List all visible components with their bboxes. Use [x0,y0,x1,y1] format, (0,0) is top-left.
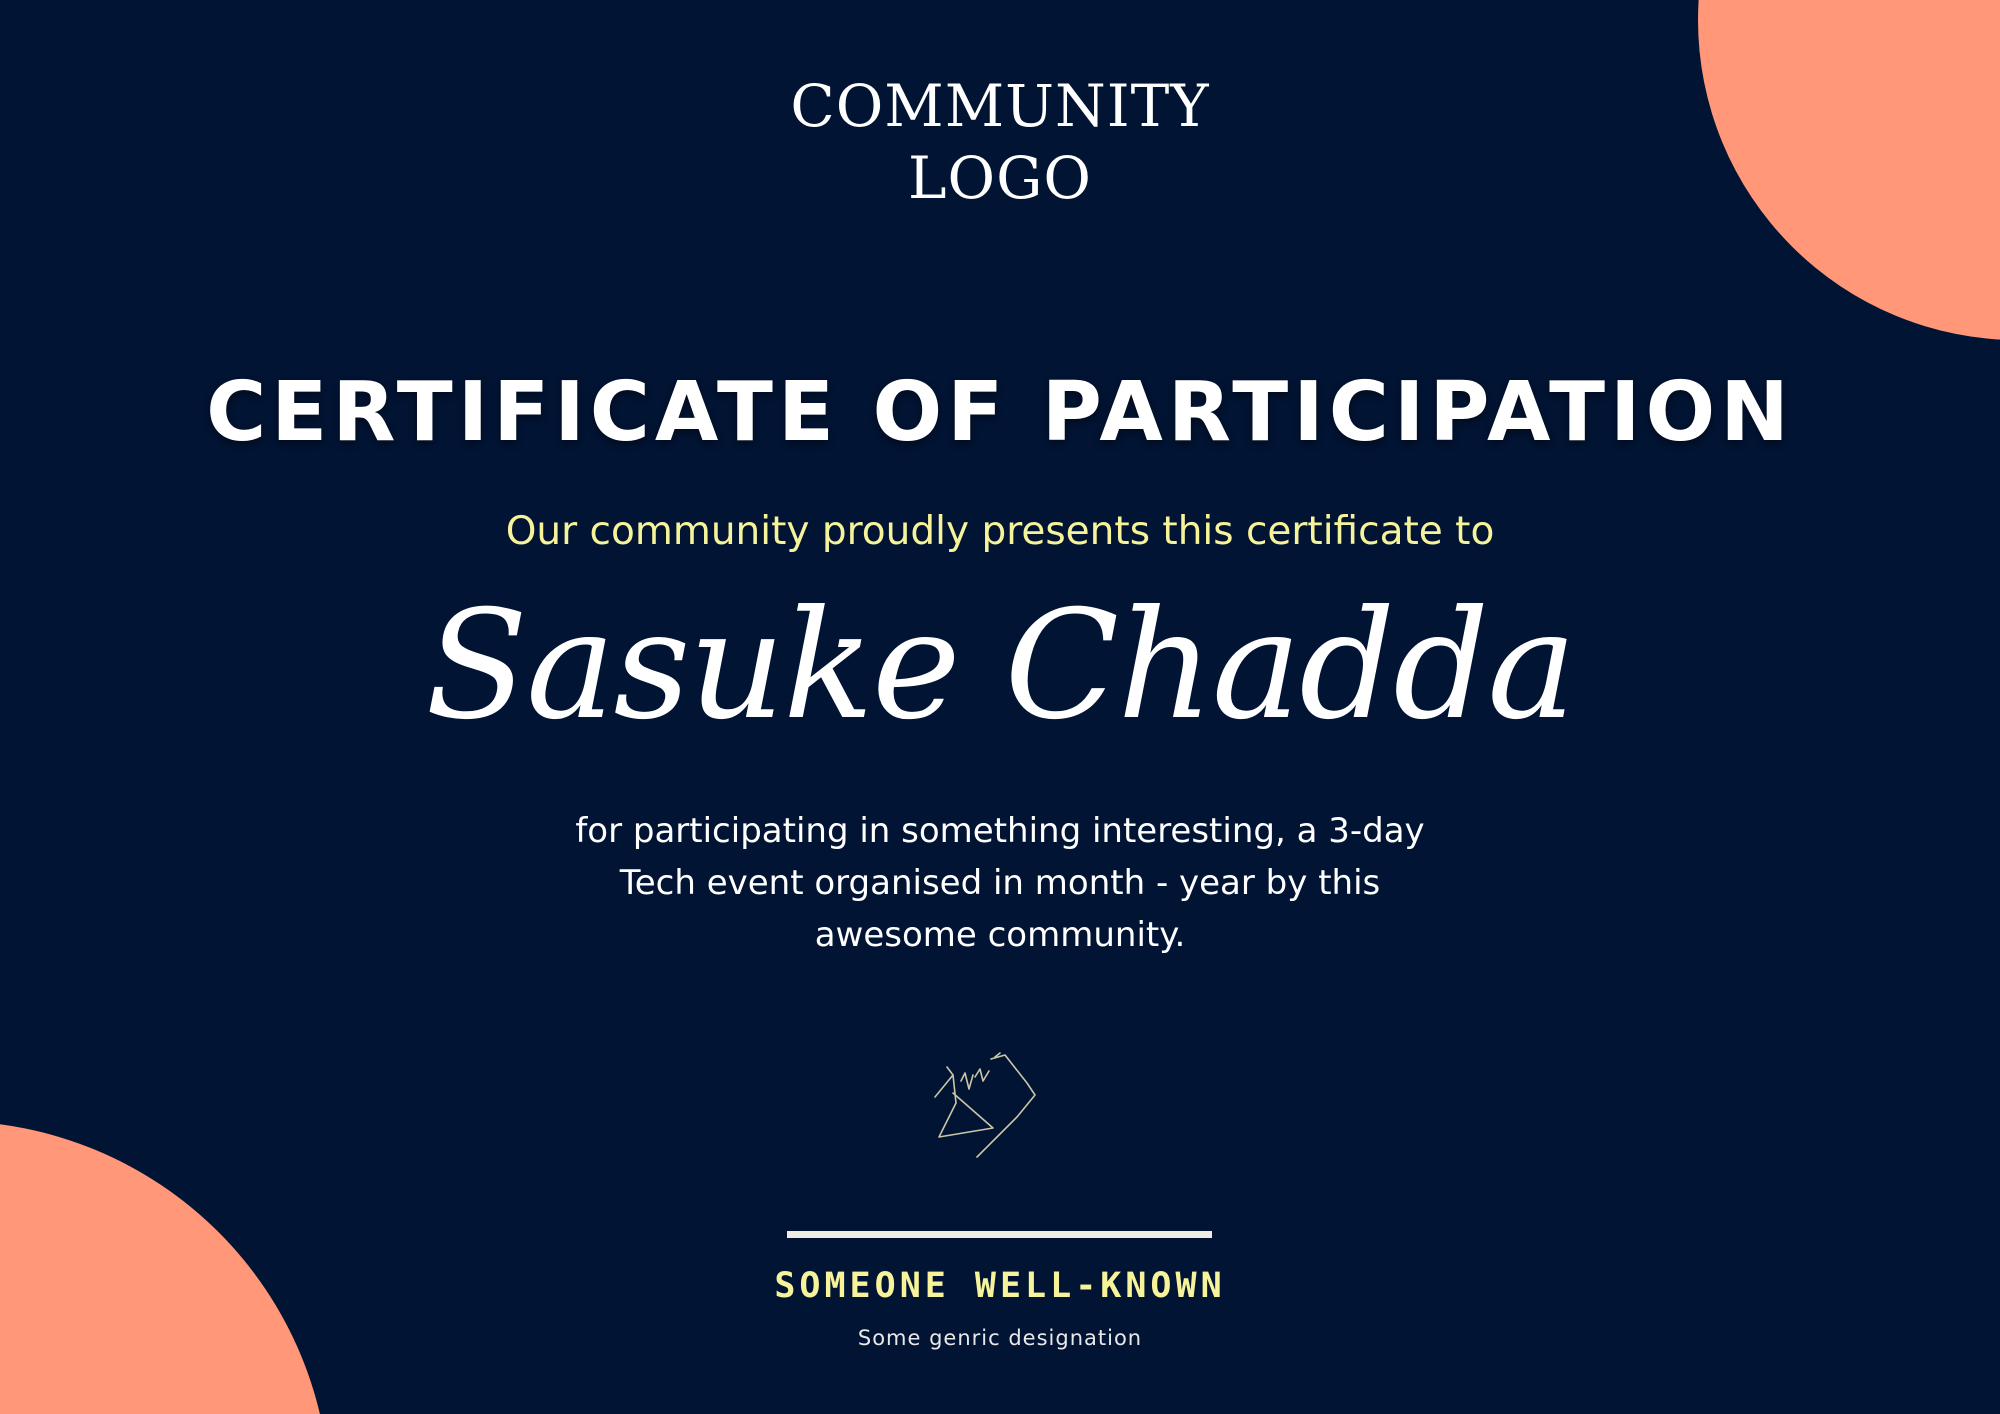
description-line: Tech event organised in month - year by this [619,863,1381,903]
signature-scribble [925,1045,1085,1195]
certificate-title: CERTIFICATE OF PARTICIPATION [206,365,1794,460]
signatory-name: SOMEONE WELL-KNOWN [774,1266,1226,1306]
signature-line [787,1231,1212,1238]
community-logo-line2: LOGO [908,144,1092,212]
participation-description [500,805,1500,961]
description-line: for participating in something interesting, a 3-day [575,811,1425,851]
presentation-line: Our community proudly presents this certificate to [505,509,1495,554]
community-logo-line1: COMMUNITY [790,72,1210,140]
description-line: awesome community. [814,915,1186,955]
recipient-name: Sasuke Chadda [425,579,1575,753]
signatory-designation: Some genric designation [857,1326,1143,1350]
